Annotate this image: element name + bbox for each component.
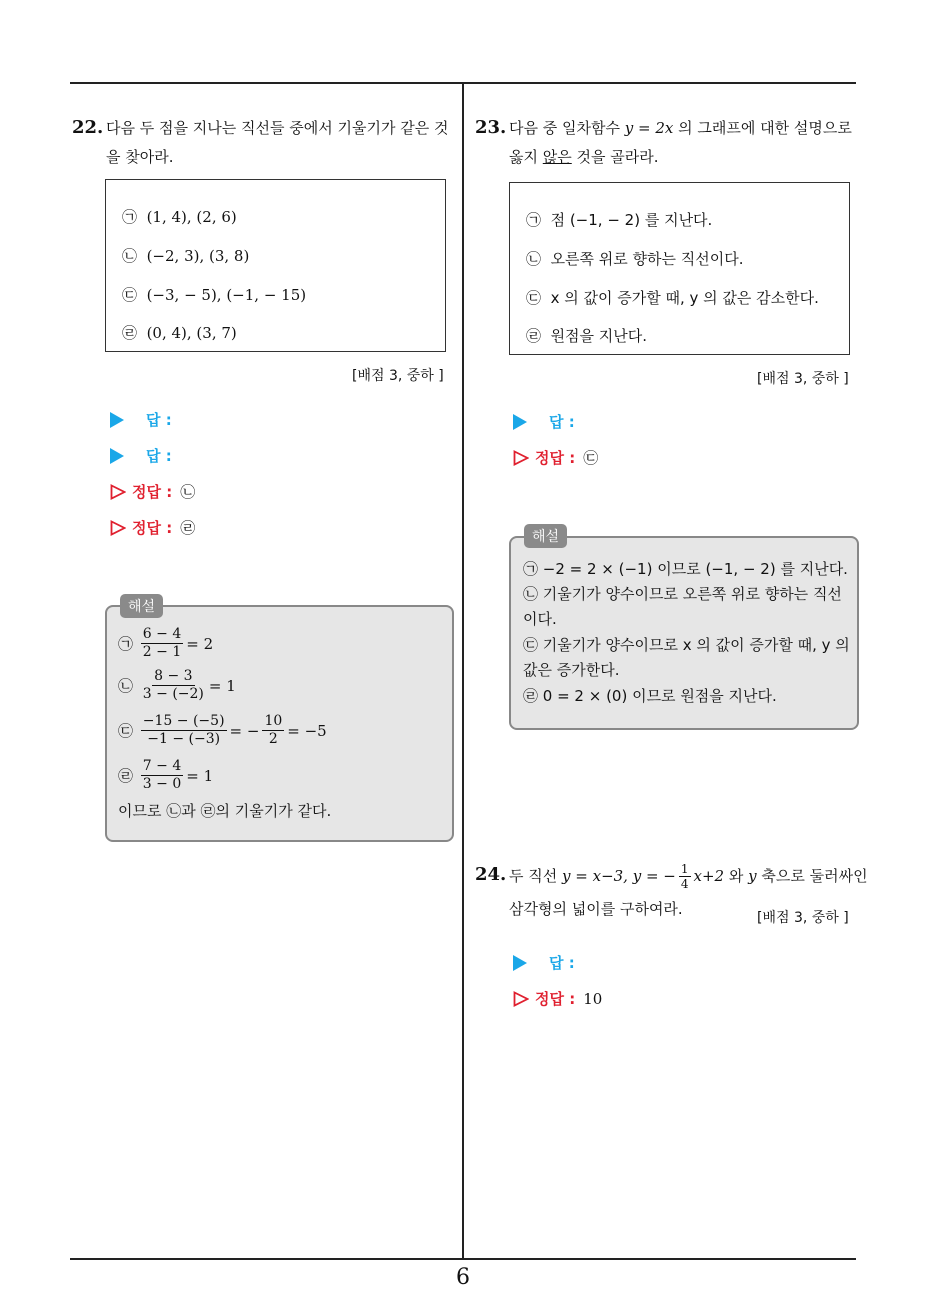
solution-line: ㉣ 0 = 2 × (0) 이므로 원점을 지난다. bbox=[523, 687, 777, 705]
question-text bbox=[509, 114, 859, 172]
option-item bbox=[122, 284, 306, 305]
math-expression: y bbox=[748, 867, 757, 885]
score-label: [배점 3, 중하 ] bbox=[352, 368, 444, 384]
option-item bbox=[122, 322, 237, 343]
text-segment: 축으로 둘러싸인 bbox=[761, 867, 868, 885]
correct-answer-row bbox=[513, 447, 598, 468]
numerator: 8 − 3 bbox=[154, 668, 193, 684]
correct-answer-row bbox=[110, 517, 195, 538]
solution-line bbox=[118, 668, 236, 703]
fraction bbox=[141, 758, 183, 793]
option-key: ㉡ bbox=[526, 250, 542, 268]
text-segment: 두 직선 bbox=[509, 867, 558, 885]
solution-key: ㉡ bbox=[118, 677, 134, 695]
answer-row[interactable] bbox=[110, 445, 172, 466]
question-number: 23. bbox=[475, 117, 507, 138]
solution-line bbox=[118, 758, 213, 793]
denominator: 2 − 1 bbox=[142, 644, 182, 660]
solution-line: ㉢ 기울기가 양수이므로 x 의 값이 증가할 때, y 의 bbox=[523, 636, 850, 654]
correct-answer-value: ㉢ bbox=[583, 449, 599, 467]
question-text-line: 다음 두 점을 지나는 직선들 중에서 기울기가 같은 것 bbox=[106, 119, 449, 137]
numerator: 1 bbox=[680, 862, 689, 876]
answer-label: 답 : bbox=[549, 413, 575, 431]
question-number: 22. bbox=[72, 117, 104, 138]
option-item bbox=[526, 248, 744, 269]
denominator: 4 bbox=[680, 877, 689, 891]
play-outline-icon bbox=[110, 520, 126, 536]
underlined-text: 않은 bbox=[542, 148, 572, 166]
solution-result: = 1 bbox=[208, 676, 236, 695]
option-value: 점 (−1, − 2) 를 지난다. bbox=[550, 211, 713, 229]
column-divider bbox=[462, 83, 464, 1259]
text-segment: 옳지 bbox=[509, 148, 538, 166]
solution-result: = −5 bbox=[287, 721, 327, 740]
question-text-line: 을 찾아라. bbox=[106, 148, 174, 166]
option-item bbox=[122, 206, 237, 227]
question-text-line bbox=[509, 862, 868, 891]
option-item bbox=[122, 245, 249, 266]
correct-answer-value: ㉣ bbox=[180, 519, 196, 537]
answer-label: 답 : bbox=[146, 411, 172, 429]
question-number: 24. bbox=[475, 864, 507, 885]
page-number: 6 bbox=[456, 1265, 470, 1290]
option-key: ㉡ bbox=[122, 247, 138, 265]
answer-label: 답 : bbox=[549, 954, 575, 972]
option-key: ㉣ bbox=[122, 324, 138, 342]
score-label: [배점 3, 중하 ] bbox=[757, 910, 849, 926]
correct-label: 정답 : bbox=[535, 990, 576, 1008]
solution-line: ㉡ 기울기가 양수이므로 오른쪽 위로 향하는 직선 bbox=[523, 585, 842, 603]
options-box bbox=[509, 182, 850, 355]
numerator: 10 bbox=[264, 713, 283, 729]
correct-label: 정답 : bbox=[132, 483, 173, 501]
solution-key: ㉣ bbox=[118, 767, 134, 785]
question-text-line bbox=[509, 114, 859, 143]
option-value: (1, 4), (2, 6) bbox=[146, 208, 237, 226]
option-value: 오른쪽 위로 향하는 직선이다. bbox=[550, 250, 744, 268]
option-item bbox=[526, 325, 647, 346]
answer-label: 답 : bbox=[146, 447, 172, 465]
math-expression: y = 2x bbox=[624, 119, 674, 137]
play-icon bbox=[513, 955, 527, 971]
solution-line: 값은 증가한다. bbox=[523, 661, 620, 679]
text-segment: 다음 중 일차함수 bbox=[509, 119, 620, 137]
correct-answer-row bbox=[513, 988, 602, 1009]
question-text-line bbox=[509, 143, 859, 172]
fraction bbox=[141, 626, 183, 661]
solution-result: = 2 bbox=[186, 634, 214, 653]
fraction bbox=[262, 713, 284, 748]
correct-answer-row bbox=[110, 481, 195, 502]
correct-label: 정답 : bbox=[132, 519, 173, 537]
solution-key: ㉢ bbox=[118, 722, 134, 740]
denominator: 3 − (−2) bbox=[142, 686, 204, 702]
score-label: [배점 3, 중하 ] bbox=[757, 371, 849, 387]
fraction bbox=[141, 668, 206, 703]
correct-answer-value: 10 bbox=[583, 989, 603, 1008]
numerator: −15 − (−5) bbox=[142, 713, 225, 729]
play-outline-icon bbox=[110, 484, 126, 500]
question-text-line: 삼각형의 넓이를 구하여라. bbox=[509, 900, 683, 918]
play-icon bbox=[513, 414, 527, 430]
play-outline-icon bbox=[513, 450, 529, 466]
numerator: 7 − 4 bbox=[142, 758, 182, 774]
solution-tag: 해설 bbox=[524, 524, 567, 548]
option-key: ㉠ bbox=[122, 208, 138, 226]
numerator: 6 − 4 bbox=[142, 626, 182, 642]
solution-line bbox=[118, 626, 213, 661]
option-key: ㉣ bbox=[526, 327, 542, 345]
math-expression: y = x−3, y = − bbox=[562, 867, 676, 885]
play-icon bbox=[110, 412, 124, 428]
options-box bbox=[105, 179, 446, 352]
answer-row[interactable] bbox=[110, 409, 172, 430]
answer-row[interactable] bbox=[513, 411, 575, 432]
correct-label: 정답 : bbox=[535, 449, 576, 467]
option-value: 원점을 지난다. bbox=[550, 327, 648, 345]
option-key: ㉠ bbox=[526, 211, 542, 229]
denominator: −1 − (−3) bbox=[147, 731, 221, 747]
solution-operator: = − bbox=[229, 721, 260, 740]
option-value: x 의 값이 증가할 때, y 의 값은 감소한다. bbox=[550, 289, 819, 307]
option-item bbox=[526, 209, 712, 230]
option-value: (−2, 3), (3, 8) bbox=[146, 247, 250, 265]
solution-line: 이다. bbox=[523, 610, 557, 628]
solution-line bbox=[118, 713, 327, 748]
text-segment: 것을 골라라. bbox=[576, 148, 659, 166]
play-icon bbox=[110, 448, 124, 464]
option-key: ㉢ bbox=[526, 289, 542, 307]
fraction bbox=[679, 862, 691, 891]
option-value: (−3, − 5), (−1, − 15) bbox=[146, 286, 307, 304]
option-value: (0, 4), (3, 7) bbox=[146, 324, 237, 342]
solution-key: ㉠ bbox=[118, 635, 134, 653]
bottom-rule bbox=[70, 1258, 856, 1260]
denominator: 2 bbox=[268, 731, 278, 747]
solution-conclusion: 이므로 ㉡과 ㉣의 기울기가 같다. bbox=[118, 802, 332, 820]
answer-row[interactable] bbox=[513, 952, 575, 973]
fraction bbox=[141, 713, 227, 748]
solution-line: ㉠ −2 = 2 × (−1) 이므로 (−1, − 2) 를 지난다. bbox=[523, 560, 848, 578]
math-expression: x+2 bbox=[693, 867, 725, 885]
option-key: ㉢ bbox=[122, 286, 138, 304]
denominator: 3 − 0 bbox=[142, 776, 182, 792]
solution-tag: 해설 bbox=[120, 594, 163, 618]
option-item bbox=[526, 287, 819, 308]
text-segment: 의 그래프에 대한 설명으로 bbox=[678, 119, 852, 137]
play-outline-icon bbox=[513, 991, 529, 1007]
correct-answer-value: ㉡ bbox=[180, 483, 196, 501]
text-segment: 와 bbox=[728, 867, 744, 885]
question-text bbox=[106, 114, 456, 172]
solution-result: = 1 bbox=[186, 766, 214, 785]
